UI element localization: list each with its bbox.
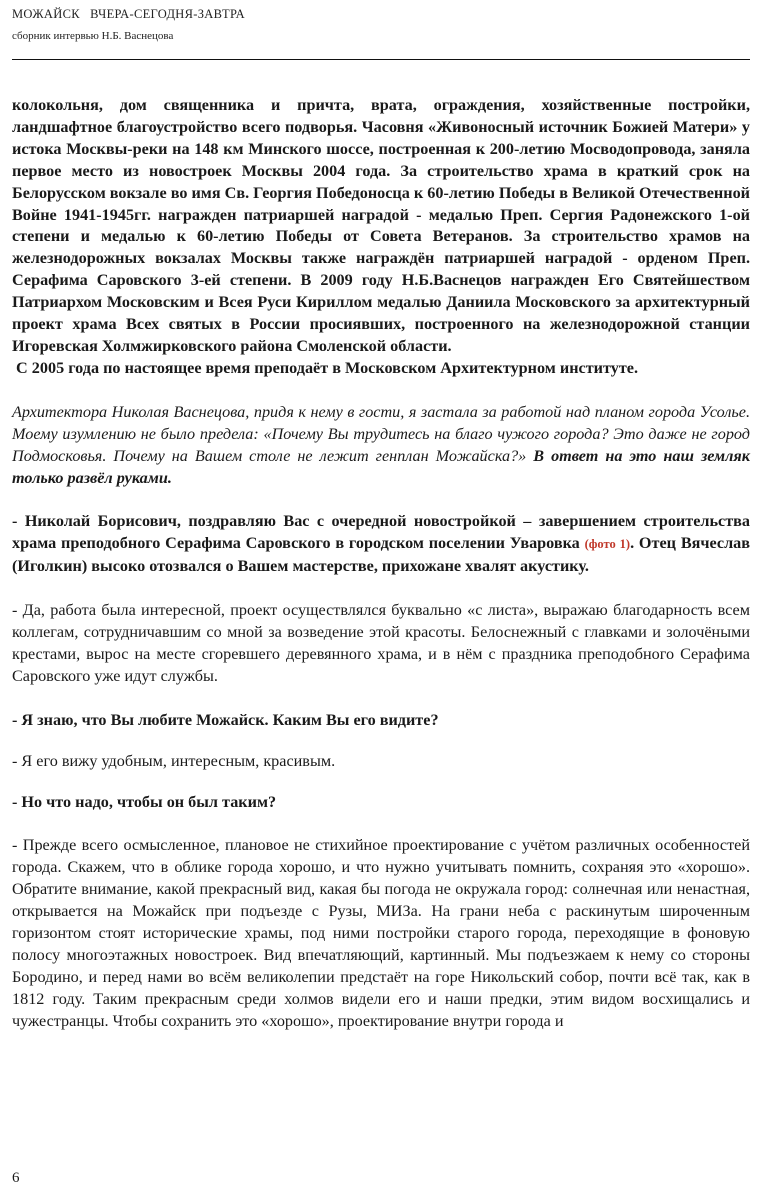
photo-reference: (фото 1) bbox=[584, 537, 631, 552]
question-2: - Я знаю, что Вы любите Можайск. Каким Вы его видите? bbox=[12, 710, 439, 729]
question-1 bbox=[12, 511, 750, 578]
question-1-text: - Николай Борисович, поздравляю Вас с очередной новостройкой – завершением строительства храма преподобного Серафима Саровского в городском поселении Уваровка bbox=[12, 512, 750, 553]
header-divider bbox=[12, 59, 750, 60]
book-title: МОЖАЙСК ВЧЕРА-СЕГОДНЯ-ЗАВТРА bbox=[12, 7, 245, 21]
question-1-text-cont: . Отец Вячеслав (Иголкин) высоко отозвался о Вашем мастерстве, прихожане хвалят акустику. bbox=[12, 534, 750, 576]
answer-2: - Я его вижу удобным, интересным, красивым. bbox=[12, 751, 336, 770]
page-number: 6 bbox=[12, 1170, 20, 1186]
question-3: - Но что надо, чтобы он был таким? bbox=[12, 792, 277, 811]
page-body bbox=[12, 95, 750, 1033]
intro-paragraph bbox=[12, 402, 750, 490]
intro-italic: Архитектора Николая Васнецова, придя к нему в гости, я застала за работой над планом города Усолье. Моему изумлению не было предела: «Почему Вы трудитесь на благо чужого города? Это даже не город Подмосковья. Почему на Вашем столе не лежит генплан Можайска?» bbox=[12, 402, 750, 465]
answer-1: - Да, работа была интересной, проект осуществлялся буквально «с листа», выражаю благодарность всем коллегам, сотрудничавшим со мной за возведение этой красоты. Белоснежный с главками и золочёными крестами, вырос на месте сгоревшего деревянного храма, и в нём с праздника преподобного Серафима Саровского уже идут службы. bbox=[12, 601, 750, 685]
page-header bbox=[12, 4, 750, 43]
intro-tail: В ответ на это наш земляк только развёл руками. bbox=[12, 446, 750, 487]
book-subtitle: сборник интервью Н.Б. Васнецова bbox=[12, 30, 174, 42]
bio-paragraph: колокольня, дом священника и причта, врата, ограждения, хозяйственные постройки, ландшафтное благоустройство всего подворья. Часовня «Живоносный источник Божией Матери» у истока Москвы-реки на 148 км Минского шоссе, построенная к 200-летию Мосводопровода, заняла первое место из новостроек Москвы 2004 года. За строительство храма в краткий срок на Белорусском вокзале во имя Св. Георгия Победоносца к 60-летию Победы в Великой Отечественной Войне 1941-1945гг. награжден патриаршей наградой - медалью Преп. Сергия Радонежского 1-ой степени и медалью к 60-летию Победы от Совета Ветеранов. За строительство храмов на железнодорожных вокзалах Москвы также награждён патриаршей наградой - орденом Преп. Серафима Саровского 3-ей степени. В 2009 году Н.Б.Васнецов награжден Его Святейшеством Патриархом Московским и Всея Руси Кириллом медалью Даниила Московского за архитектурный проект храма Всех святых в России просиявших, построенного на железнодорожной станции Игоревская Холмжирковского района Смоленской области. bbox=[12, 96, 750, 355]
answer-3: - Прежде всего осмысленное, плановое не стихийное проектирование с учётом различных особенностей города. Скажем, что в облике города хорошо, и что нужно учитывать помнить, сохраняя это «хорошо». Обратите внимание, какой прекрасный вид, какая бы погода не окружала город: солнечная или ненастная, открывается на Можайск при подъезде с Рузы, МИЗа. На грани неба с раскинутым широченным горизонтом стоят исторические храмы, под ними постройки старого города, переходящие в фоновую полосу многоэтажных новостроек. Вид впечатляющий, картинный. Мы подъезжаем к нему со стороны Бородино, и перед нами во всём великолепии предстаёт на горе Никольский собор, почти всё так, как в 1812 году. Таким прекрасным среди холмов видели его и наши предки, этим видом восхищались и чужестранцы. Чтобы сохранить это «хорошо», проектирование внутри города и bbox=[12, 836, 750, 1030]
teaching-line: С 2005 года по настоящее время преподаёт в Московском Архитектурном институте. bbox=[12, 358, 638, 377]
